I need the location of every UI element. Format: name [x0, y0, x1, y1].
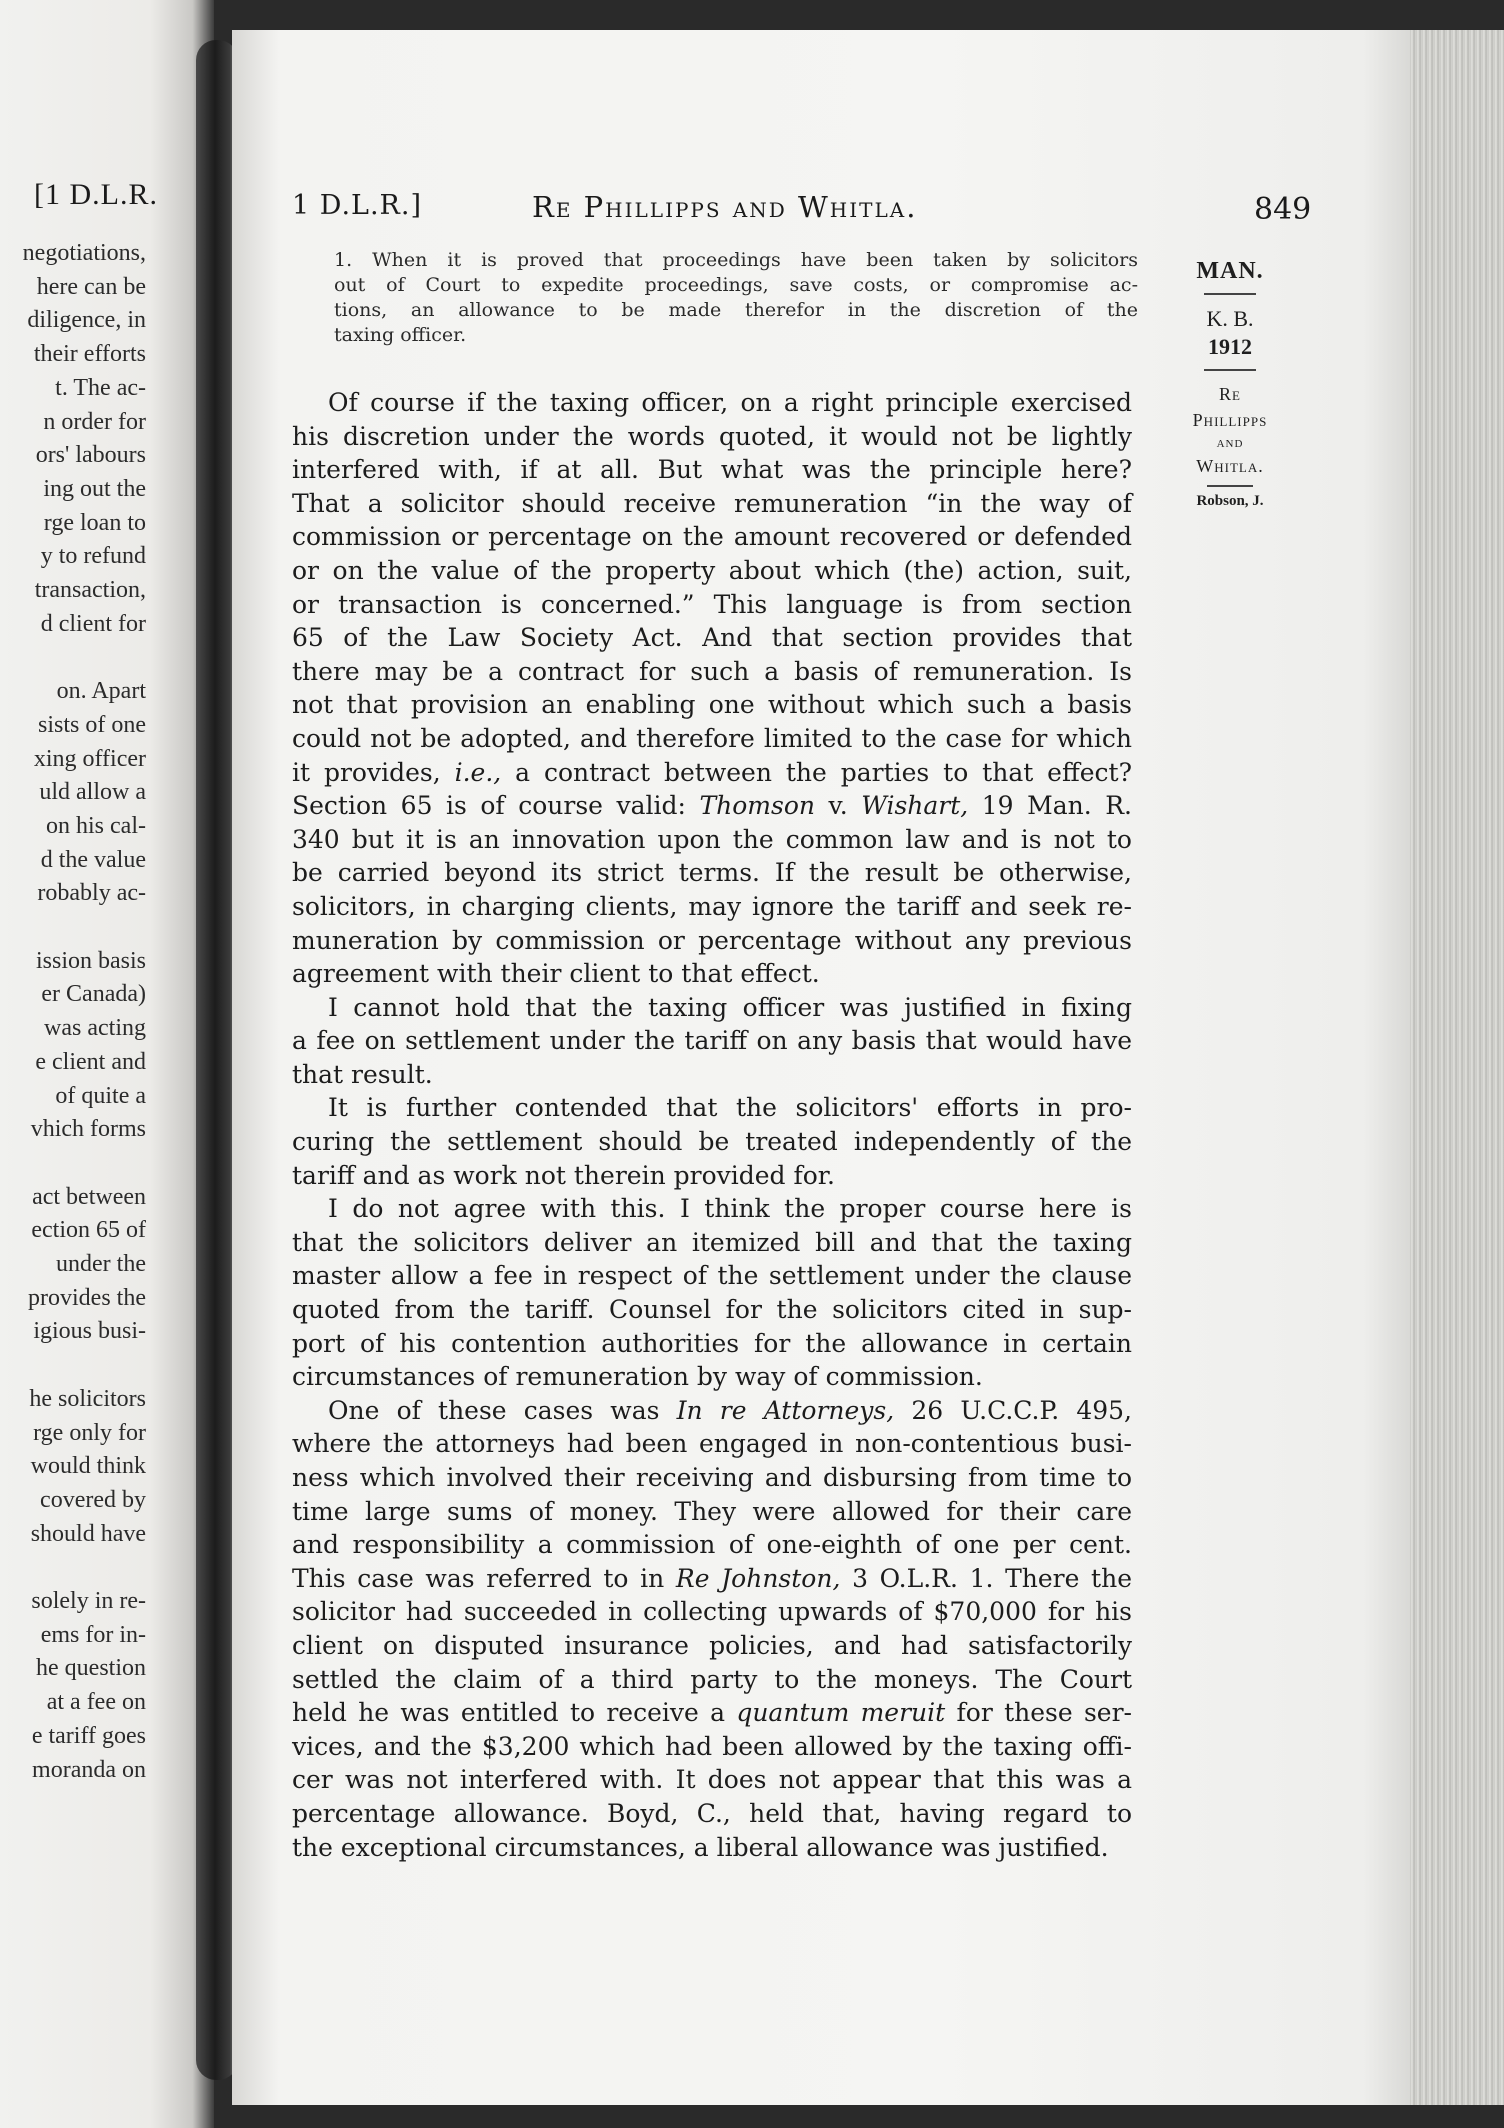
previous-page-line: ems for in-: [40, 1621, 146, 1648]
previous-page-line: would think: [30, 1453, 146, 1480]
previous-page-line: d the value: [40, 846, 146, 873]
previous-page-line: he solicitors: [29, 1385, 146, 1412]
text-line: tariff and as work not therein provided for.: [292, 1160, 835, 1190]
text-line: master allow a fee in respect of the settlement under the clause: [292, 1261, 1132, 1291]
text-run: 26 U.C.C.P. 495,: [911, 1395, 1132, 1425]
text-run: v.: [828, 791, 848, 821]
previous-page-line: diligence, in: [27, 307, 146, 334]
text-line: client on disputed insurance policies, and had satisfactorily: [292, 1630, 1132, 1660]
previous-page-line: negotiations,: [22, 240, 146, 266]
previous-page-line: provides the: [28, 1284, 146, 1311]
text-line: or transaction is concerned.” This language is from section: [292, 589, 1132, 619]
text-line: that the solicitors deliver an itemized bill and that the taxing: [292, 1227, 1132, 1257]
previous-page-line: here can be: [36, 273, 146, 300]
running-head-title: Re Phillipps and Whitla.: [532, 190, 918, 224]
margin-case-name: and: [1216, 435, 1244, 451]
previous-page-line: xing officer: [33, 745, 146, 772]
text-line: That a solicitor should receive remuneration “in the way of: [292, 488, 1132, 518]
text-line: and responsibility a commission of one-eighth of one per cent.: [292, 1530, 1132, 1560]
text-line: [292, 756, 1132, 790]
case-name: Thomson: [699, 791, 815, 821]
previous-page-line: covered by: [40, 1486, 146, 1513]
previous-page-line: t. The ac-: [55, 374, 146, 401]
previous-page-line: ing out the: [43, 475, 146, 502]
text-line: 65 of the Law Society Act. And that section provides that: [292, 623, 1132, 653]
text-line: vices, and the $3,200 which had been allowed by the taxing offi-: [292, 1731, 1132, 1761]
previous-page-line: ection 65 of: [31, 1217, 146, 1244]
previous-page-line: ors' labours: [35, 442, 146, 469]
footnote-line: taxing officer.: [334, 324, 467, 346]
previous-page-line: rge loan to: [43, 509, 146, 536]
previous-page-line: was acting: [44, 1015, 146, 1042]
margin-rule: [1204, 369, 1256, 371]
margin-province: MAN.: [1196, 258, 1264, 284]
previous-page-line: their efforts: [33, 341, 146, 368]
text-line: circumstances of remuneration by way of commission.: [292, 1362, 983, 1392]
text-line: [292, 1394, 1132, 1428]
text-line: ness which involved their receiving and disbursing from time to: [292, 1463, 1132, 1492]
previous-page: [0, 0, 214, 2128]
text-line: port of his contention authorities for the allowance in certain: [292, 1328, 1132, 1358]
text-line: settled the claim of a third party to the moneys. The Court: [292, 1664, 1132, 1694]
text-line: a fee on settlement under the tariff on any basis that would have: [292, 1026, 1132, 1056]
case-name: Wishart,: [861, 791, 969, 821]
paragraph: [292, 991, 1132, 1092]
text-line: or on the value of the property about which (the) action, suit,: [292, 555, 1132, 585]
previous-page-line: sists of one: [38, 711, 146, 738]
previous-page-line: solely in re-: [31, 1588, 146, 1614]
previous-page-line: moranda on: [32, 1756, 146, 1783]
margin-court: K. B.: [1206, 306, 1254, 331]
previous-page-line: ission basis: [35, 947, 146, 974]
case-name: In re Attorneys,: [676, 1395, 895, 1425]
previous-page-line: he question: [36, 1655, 146, 1682]
body-text: [292, 386, 1132, 1864]
previous-page-line: vhich forms: [30, 1116, 146, 1143]
previous-page-line: e tariff goes: [31, 1722, 146, 1749]
text-run: it provides,: [292, 757, 441, 787]
text-run: held he was entitled to receive a: [292, 1698, 726, 1728]
text-line: that result.: [292, 1059, 433, 1089]
margin-year: 1912: [1208, 334, 1252, 359]
text-line: could not be adopted, and therefore limited to the case for which: [292, 723, 1132, 753]
text-run: One of these cases was: [328, 1395, 660, 1425]
margin-rule: [1207, 485, 1253, 487]
text-line: time large sums of money. They were allowed for their care: [292, 1496, 1132, 1526]
previous-page-line: should have: [30, 1520, 146, 1547]
text-line: commission or percentage on the amount recovered or defended: [292, 522, 1132, 552]
previous-page-line: rge only for: [33, 1419, 146, 1446]
running-head-volume: 1 D.L.R.]: [292, 190, 422, 221]
text-run: Section 65 is of course valid:: [292, 791, 686, 821]
footnote-line: out of Court to expedite proceedings, save costs, or compromise ac-: [334, 274, 1138, 296]
margin-judge: Robson, J.: [1196, 493, 1264, 509]
footnote-line: 1. When it is proved that proceedings have been taken by solicitors: [334, 249, 1138, 271]
margin-notes: [1160, 258, 1300, 510]
margin-case-name: Phillipps: [1192, 410, 1268, 430]
text-line: [292, 1562, 1132, 1596]
page-number: 849: [1254, 192, 1312, 227]
paragraph: [292, 1394, 1132, 1864]
previous-page-line: igious busi-: [33, 1318, 146, 1345]
text-line: the exceptional circumstances, a liberal allowance was justified.: [292, 1832, 1109, 1862]
page-edges: [1410, 30, 1504, 2105]
paragraph: [292, 1192, 1132, 1394]
previous-page-line: on. Apart: [56, 678, 146, 705]
previous-page-line: of quite a: [55, 1082, 146, 1109]
footnote-line: tions, an allowance to be made therefor in the discretion of the: [334, 299, 1138, 321]
text-run: 19 Man. R.: [981, 791, 1132, 821]
previous-page-line: on his cal-: [46, 812, 146, 839]
text-line: curing the settlement should be treated independently of the: [292, 1127, 1132, 1157]
previous-page-line: uld allow a: [39, 779, 146, 806]
text-line: 340 but it is an innovation upon the common law and is not to: [292, 824, 1132, 854]
text-line: quoted from the tariff. Counsel for the solicitors cited in sup-: [292, 1295, 1132, 1325]
text-run: This case was referred to in: [292, 1563, 665, 1593]
text-line: I do not agree with this. I think the proper course here is: [328, 1194, 1132, 1224]
previous-page-line: e client and: [35, 1048, 146, 1075]
previous-page-line: d client for: [40, 610, 146, 637]
text-line: his discretion under the words quoted, it would not be lightly: [292, 421, 1132, 451]
latin-phrase: quantum meruit: [736, 1698, 946, 1728]
text-line: Of course if the taxing officer, on a right principle exercised: [328, 388, 1132, 417]
text-line: solicitor had succeeded in collecting upwards of $70,000 for his: [292, 1597, 1132, 1627]
margin-rule: [1204, 293, 1256, 295]
paragraph: [292, 386, 1132, 991]
text-line: [292, 1696, 1132, 1730]
case-name: Re Johnston,: [675, 1563, 841, 1593]
previous-page-line: y to refund: [40, 543, 146, 570]
footnote: [334, 248, 1138, 348]
text-line: not that provision an enabling one without which such a basis: [292, 690, 1132, 720]
text-line: [292, 789, 1132, 823]
previous-page-line: act between: [32, 1183, 146, 1210]
previous-page-line: transaction,: [34, 577, 146, 603]
previous-page-header: [1 D.L.R.: [34, 178, 158, 211]
text-line: there may be a contract for such a basis of remuneration. Is: [292, 656, 1132, 686]
previous-page-line: n order for: [43, 408, 146, 435]
text-line: agreement with their client to that effect.: [292, 959, 820, 989]
text-line: percentage allowance. Boyd, C., held that, having regard to: [292, 1798, 1132, 1828]
text-line: be carried beyond its strict terms. If the result be otherwise,: [292, 858, 1132, 888]
text-line: where the attorneys had been engaged in non-contentious busi-: [292, 1429, 1132, 1459]
previous-page-line: at a fee on: [46, 1689, 146, 1716]
text-line: interfered with, if at all. But what was the principle here?: [292, 455, 1132, 485]
text-run: 3 O.L.R. 1. There the: [852, 1563, 1132, 1593]
previous-page-line: er Canada): [41, 981, 146, 1008]
margin-case-name: Re: [1219, 384, 1241, 404]
text-line: solicitors, in charging clients, may ignore the tariff and seek re-: [292, 891, 1132, 921]
italic-text: i.e.,: [454, 757, 502, 787]
previous-page-line: under the: [56, 1251, 146, 1277]
text-run: a contract between the parties to that effect?: [515, 757, 1132, 787]
text-line: muneration by commission or percentage without any previous: [292, 925, 1132, 955]
previous-page-line: robably ac-: [37, 880, 146, 907]
text-line: cer was not interfered with. It does not appear that this was a: [292, 1765, 1132, 1795]
text-line: I cannot hold that the taxing officer was justified in fixing: [328, 992, 1132, 1022]
margin-case-name: Whitla.: [1196, 456, 1264, 476]
text-run: for these ser-: [956, 1698, 1132, 1728]
paragraph: [292, 1091, 1132, 1192]
text-line: It is further contended that the solicitors' efforts in pro-: [328, 1093, 1132, 1123]
